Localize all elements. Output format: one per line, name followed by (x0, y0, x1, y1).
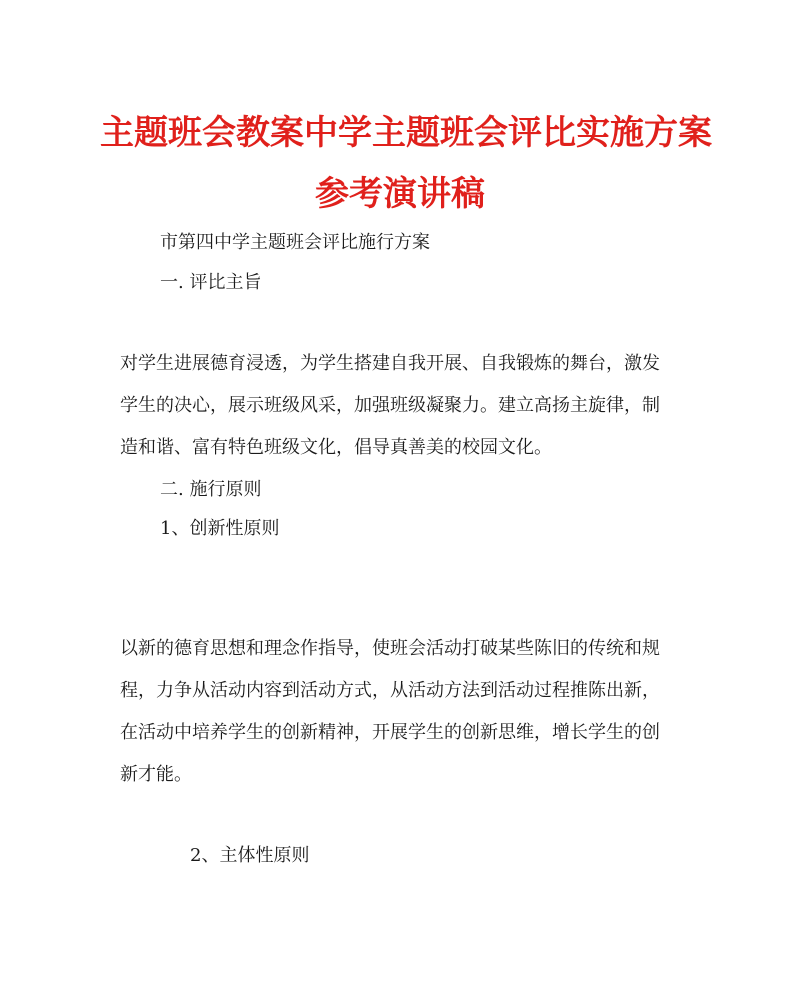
principle-1-paragraph (120, 637, 680, 787)
paragraph-line: 新才能。 (120, 764, 192, 785)
document-subtitle: 市第四中学主题班会评比施行方案 (160, 232, 430, 253)
section-2-heading: 二. 施行原则 (160, 479, 262, 500)
paragraph-line: 造和谐、富有特色班级文化，倡导真善美的校园文化。 (120, 437, 552, 458)
paragraph-line: 以新的德育思想和理念作指导，使班会活动打破某些陈旧的传统和规 (120, 638, 660, 659)
paragraph-line: 学生的决心，展示班级风采，加强班级凝聚力。建立高扬主旋律，制 (120, 395, 660, 416)
document-title-line-1: 主题班会教案中学主题班会评比实施方案 (100, 113, 712, 153)
section-1-heading: 一. 评比主旨 (160, 272, 262, 293)
paragraph-line: 程，力争从活动内容到活动方式，从活动方法到活动过程推陈出新， (120, 680, 660, 701)
paragraph-line: 对学生进展德育浸透，为学生搭建自我开展、自我锻炼的舞台，激发 (120, 353, 660, 374)
paragraph-line: 在活动中培养学生的创新精神，开展学生的创新思维，增长学生的创 (120, 722, 660, 743)
section-1-paragraph (120, 352, 680, 462)
principle-1-heading: 1、创新性原则 (160, 518, 280, 539)
document-title-line-2: 参考演讲稿 (315, 174, 485, 214)
principle-2-heading: 2、主体性原则 (190, 845, 310, 866)
